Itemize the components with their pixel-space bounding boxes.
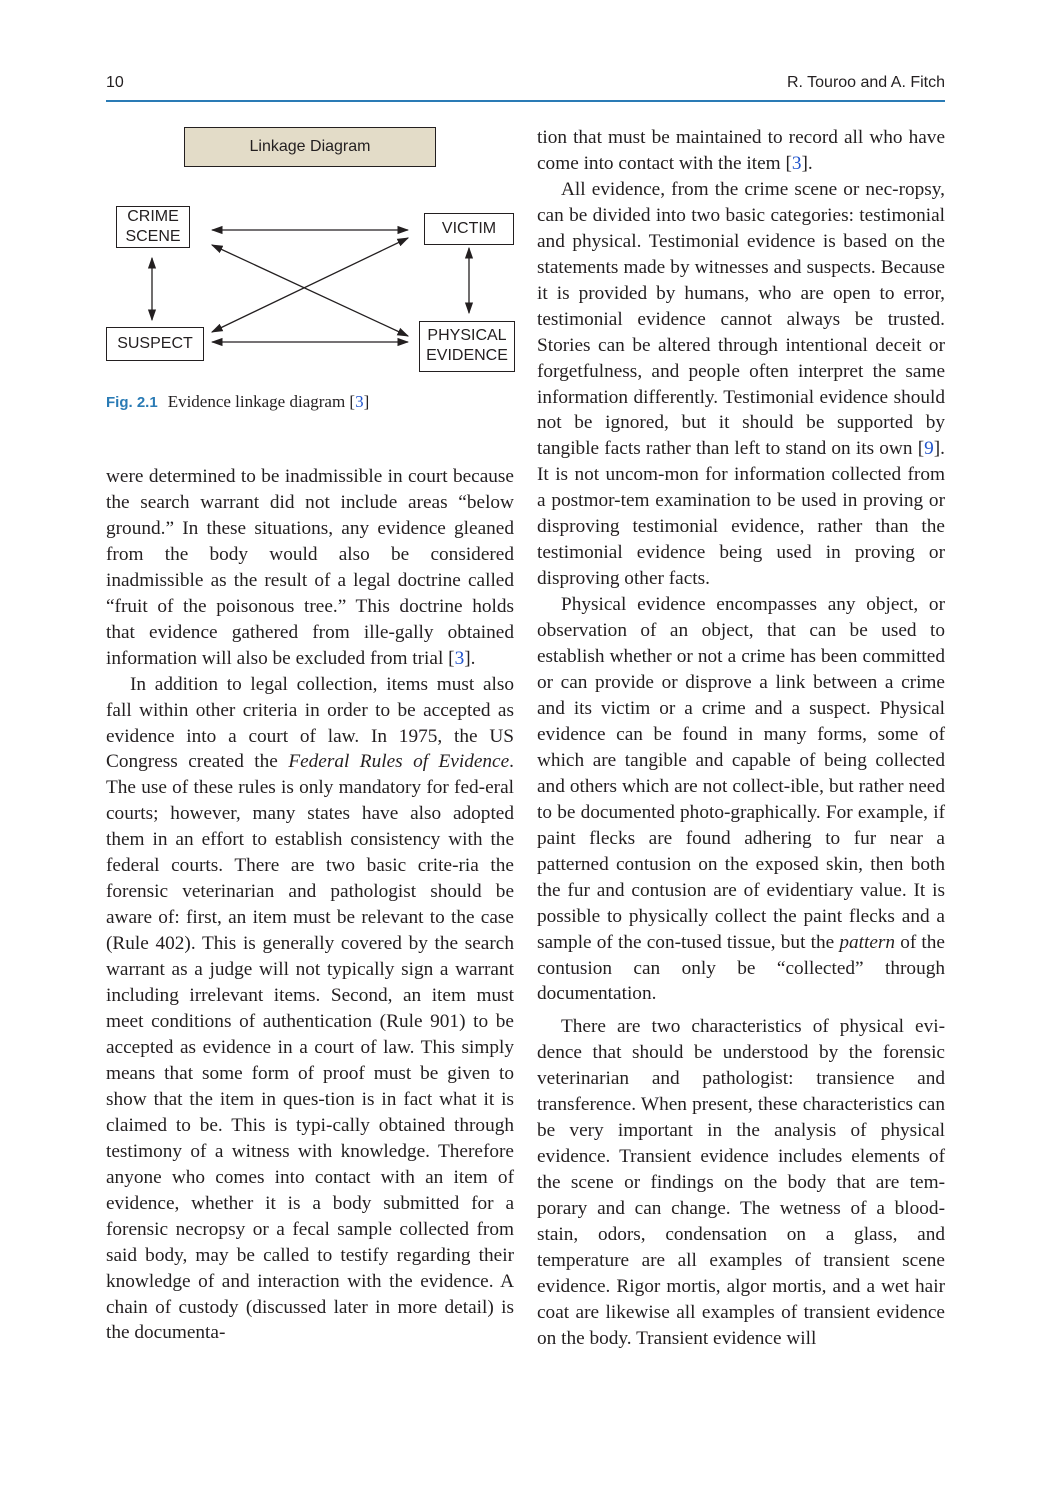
figure-caption — [106, 392, 369, 412]
paragraph — [106, 464, 514, 672]
diagram-title: Linkage Diagram — [184, 127, 436, 167]
paragraph — [537, 1014, 945, 1351]
figure-label: Fig. 2.1 — [106, 394, 158, 411]
node-crime-scene-line1: CRIME — [127, 208, 179, 225]
paragraph — [537, 125, 945, 177]
page-number: 10 — [106, 74, 124, 91]
caption-ref-link[interactable]: 3 — [355, 392, 364, 411]
paragraph-text-cont: . The use of these rules is only mandatory for fed-eral courts; however, many states have also adopted them in an effort to establish consistency with the federal courts. There are two basic crite-ria the forensic veterinarian and pathologist should be aware of: first, an item must be relevant to the case (Rule 402). This is generally covered by the search warrant as a judge will not typically sign a warrant including irrelevant items. Second, an item must meet conditions of authentication (Rule 901) to be accepted as evidence in a court of law. This simply means that some form of proof must be given to show that the item in ques-tion is in fact what it is claimed to be. This is typi-cally obtained through testimony of a witness with knowledge. Therefore anyone who comes into contact with an item of evidence, whether it is a body submitted for a forensic necropsy or a fecal sample collected from said body, may be called to testify regarding their knowledge of and interaction with the evidence. A chain of custody (discussed later in more detail) is the documenta- — [106, 751, 514, 1344]
paragraph-text-end: ]. — [801, 152, 813, 174]
right-column — [537, 125, 945, 1352]
node-crime-scene — [116, 206, 190, 248]
caption-close: ] — [363, 392, 370, 411]
node-victim: VICTIM — [424, 213, 514, 245]
node-physical-evidence — [419, 321, 515, 372]
paragraph-text: Physical evidence encompasses any object, or observation of an object, that can be used to establish whether or not a crime has been committed or can provide or disprove a link between a crime and its victim or a crime and a suspect. Physical evidence can be found in many forms, some of which are tangible and capable of being collected and others which are not collect-ible, but rather need to be documented photo-graphically. For example, if paint flecks are found adhering to fur near a patterned contusion on the exposed skin, then both the fur and contusion are of evidentiary value. It is possible to physically collect the paint flecks and a sample of the con-tused tissue, but the — [537, 594, 945, 953]
citation-link[interactable]: 3 — [791, 152, 802, 174]
paragraph-text-end: ]. It is not uncom-mon for information collected from a postmor-tem examination to be used in proving or disproving testimonial evidence, rather than the testimonial evidence being used in proving or disproving other facts. — [537, 438, 945, 590]
paragraph-text-cont: of the contusion can only be “collected” through documentation. — [537, 931, 945, 1005]
paragraph-text: tion that must be maintained to record all who have come into contact with the item [ — [537, 127, 945, 174]
paragraph-text: All evidence, from the crime scene or nec-ropsy, can be divided into two basic categories: testimonial and physical. Testimonial evidence is based on the statements made by witnesses and suspects. Because it is provided by humans, who are open to error, testimonial evidence cannot always be trusted. Stories can be altered through intentional deceit or forgetfulness, and people often interpret the same information differently. Testimonial evidence should not be ignored, but it should be supported by tangible facts rather than left to stand on its own [ — [537, 178, 945, 460]
paragraph — [106, 672, 514, 1347]
paragraph-text: In addition to legal collection, items must also fall within other criteria in order to be accepted as evidence into a court of law. In 1975, the US Congress created the — [106, 673, 514, 773]
citation-link[interactable]: 9 — [924, 438, 934, 460]
running-head-authors: R. Touroo and A. Fitch — [786, 74, 945, 91]
arrow-crime-physical — [212, 245, 408, 336]
node-crime-scene-line2: SCENE — [125, 228, 181, 245]
linkage-diagram — [106, 120, 520, 380]
left-column — [106, 464, 514, 1346]
citation-link[interactable]: 3 — [454, 647, 465, 669]
node-physical-line1: PHYSICAL — [427, 327, 507, 344]
caption-text: Evidence linkage diagram [ — [167, 392, 356, 411]
node-suspect: SUSPECT — [106, 327, 204, 361]
paragraph — [537, 177, 945, 592]
paragraph-text: were determined to be inadmissible in court because the search warrant did not include areas “below ground.” In these situations, any evidence gleaned from the body would also be considered inadmissible as the result of a legal doctrine called “fruit of the poisonous tree.” This doctrine holds that evidence gathered from ille-gally obtained information will also be excluded from trial [ — [106, 466, 514, 669]
italic-word: pattern — [839, 931, 896, 953]
paragraph — [537, 592, 945, 1007]
italic-title: Federal Rules of Evidence — [288, 751, 510, 773]
running-header — [106, 72, 945, 102]
node-physical-line2: EVIDENCE — [426, 347, 508, 364]
arrow-suspect-victim — [212, 238, 408, 332]
paragraph-text-end: ]. — [464, 647, 476, 669]
paragraph-text: There are two characteristics of physical evi-dence that should be understood by the forensic veterinarian and pathologist: transience and transference. When present, these characteristics can be very important in the analysis of physical evidence. Transient evidence includes elements of the scene or findings on the body that are tem-porary and can change. The wetness of a blood-stain, odors, condensation on a glass, and temperature are all examples of transient scene evidence. Rigor mortis, algor mortis, and a wet hair coat are likewise all examples of transient evidence on the body. Transient evidence will — [537, 1016, 945, 1349]
